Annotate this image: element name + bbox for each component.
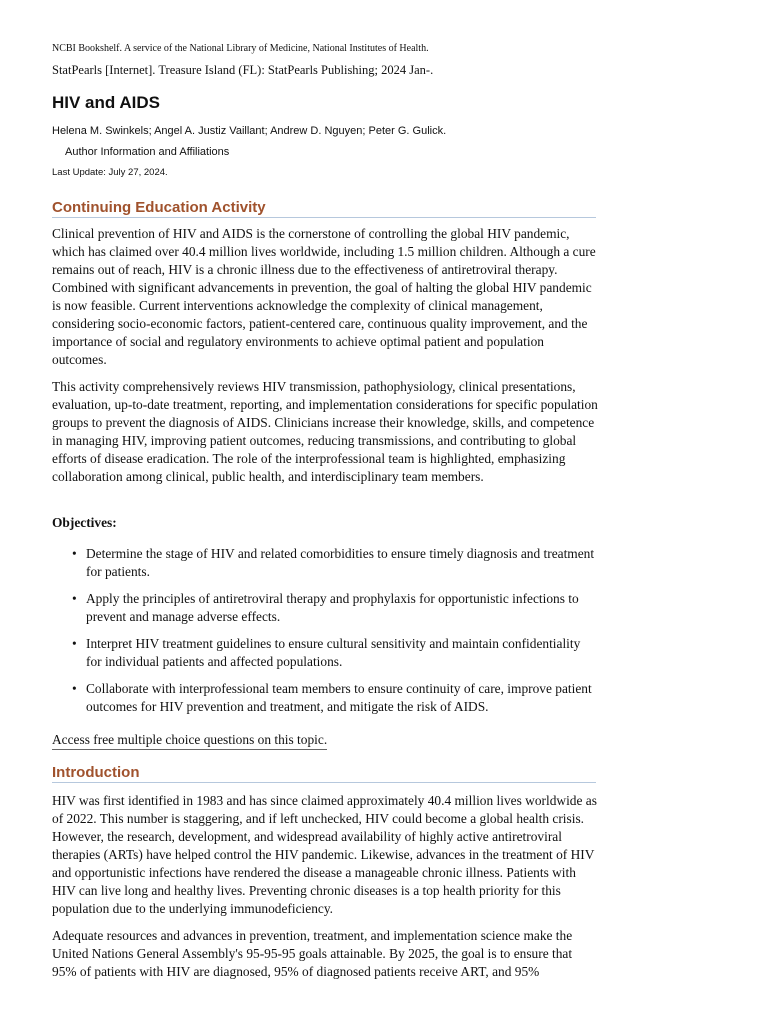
mcq-access-link[interactable]: Access free multiple choice questions on this topic.	[52, 731, 327, 750]
section-heading-introduction: Introduction	[52, 763, 596, 783]
intro-paragraph-2: Adequate resources and advances in prevention, treatment, and implementation science make the United Nations General Assembly's 95-95-95 goals attainable. By 2025, the goal is to ensure that 95% of patients with HIV are diagnosed, 95% of diagnosed patients receive ART, and 95%	[52, 928, 573, 979]
objective-text: Determine the stage of HIV and related comorbidities to ensure timely diagnosis and treatment for patients.	[86, 546, 595, 579]
objective-text: Interpret HIV treatment guidelines to ensure cultural sensitivity and maintain confidentiality for individual patients and affected populations.	[86, 636, 581, 669]
bullet-icon: •	[72, 681, 77, 696]
list-item	[52, 680, 598, 716]
bullet-icon: •	[72, 546, 77, 561]
author-information-link[interactable]: Author Information and Affiliations	[65, 146, 230, 158]
objective-text: Apply the principles of antiretroviral therapy and prophylaxis for opportunistic infections to prevent and manage adverse effects.	[86, 591, 579, 624]
author-list: Helena M. Swinkels; Angel A. Justiz Vaillant; Andrew D. Nguyen; Peter G. Gulick.	[52, 125, 447, 137]
bullet-icon: •	[72, 591, 77, 606]
ce-paragraph-1: Clinical prevention of HIV and AIDS is the cornerstone of controlling the global HIV pandemic, which has claimed over 40.4 million lives worldwide, including 1.5 million children. Although a cure remains out of reach, HIV is a chronic illness due to the effectiveness of antiretroviral therapy. Combined with significant advancements in prevention, the goal of halting the global HIV pandemic is now feasible. Current interventions acknowledge the complexity of clinical management, considering socio-economic factors, patient-centered care, continuous quality improvement, and the importance of social and regulatory environments to achieve optimal patient and population outcomes.	[52, 226, 596, 367]
objectives-list	[52, 545, 598, 725]
last-update-date: Last Update: July 27, 2024.	[52, 167, 168, 178]
page-title: HIV and AIDS	[52, 93, 160, 112]
list-item	[52, 590, 598, 626]
bookshelf-header: NCBI Bookshelf. A service of the National Library of Medicine, National Institutes of Health.	[52, 43, 429, 54]
list-item	[52, 635, 598, 671]
objectives-label: Objectives:	[52, 515, 117, 530]
bullet-icon: •	[72, 636, 77, 651]
intro-paragraph-1: HIV was first identified in 1983 and has since claimed approximately 40.4 million lives worldwide as of 2022. This number is staggering, and if left unchecked, HIV could become a global health crisis. However, the research, development, and widespread availability of highly active antiretroviral therapies (ARTs) have helped control the HIV pandemic. Likewise, advances in the treatment of HIV and opportunistic infections have rendered the disease a manageable chronic illness. Patients with HIV can live long and healthy lives. Preventing chronic diseases is a top health priority for this population due to the underlying immunodeficiency.	[52, 793, 597, 916]
ce-paragraph-2: This activity comprehensively reviews HIV transmission, pathophysiology, clinical presentations, evaluation, up-to-date treatment, reporting, and implementation considerations for specific population groups to prevent the diagnosis of AIDS. Clinicians increase their knowledge, skills, and competence in managing HIV, improving patient outcomes, reducing transmissions, and contributing to global efforts of disease eradication. The role of the interprofessional team is highlighted, emphasizing collaboration among clinical, public health, and interdisciplinary team members.	[52, 379, 598, 484]
section-heading-continuing-education: Continuing Education Activity	[52, 198, 596, 218]
objective-text: Collaborate with interprofessional team members to ensure continuity of care, improve patient outcomes for HIV prevention and treatment, and mitigate the risk of AIDS.	[86, 681, 592, 714]
citation-header: StatPearls [Internet]. Treasure Island (FL): StatPearls Publishing; 2024 Jan-.	[52, 63, 434, 77]
list-item	[52, 545, 598, 581]
